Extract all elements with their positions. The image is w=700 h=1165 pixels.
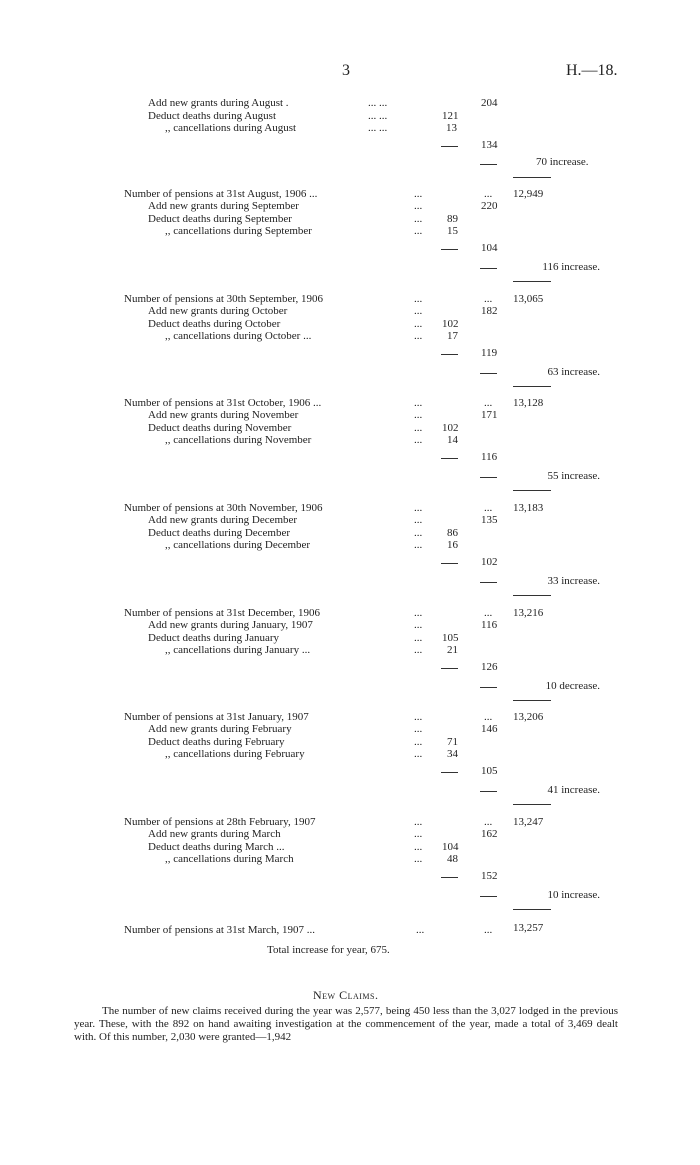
month-cancel-value: 17 xyxy=(447,330,458,342)
intro-dots-3: ... ... xyxy=(368,122,388,134)
final-dots: ... xyxy=(416,924,425,936)
intro-col3-1: 204 xyxy=(481,97,498,109)
month-opening-total: 13,247 xyxy=(513,816,544,828)
intro-dots-1: ... ... xyxy=(368,97,388,109)
intro-col2-2: 121 xyxy=(442,110,459,122)
month-deaths-value: 102 xyxy=(442,422,459,434)
month-cancel-dots: ... xyxy=(414,644,423,656)
month-subtotal: 116 xyxy=(481,451,498,463)
month-heading: Number of pensions at 31st October, 1906 ... xyxy=(124,397,322,409)
intro-dots-2: ... ... xyxy=(368,110,388,122)
document-code: H.—18. xyxy=(566,62,618,79)
page-number: 3 xyxy=(342,62,350,79)
month-col3-rule xyxy=(480,582,497,583)
month-subtotal: 126 xyxy=(481,661,498,673)
month-deaths-dots: ... xyxy=(414,841,423,853)
intro-result: 70 increase. xyxy=(536,156,589,168)
month-cancel-label: ,, cancellations during January ... xyxy=(165,644,311,656)
month-cancel-label: ,, cancellations during October ... xyxy=(165,330,312,342)
month-col2-rule xyxy=(441,877,458,878)
month-col3-rule xyxy=(480,687,497,688)
month-deaths-dots: ... xyxy=(414,736,423,748)
month-add-label: Add new grants during February xyxy=(148,723,292,735)
month-deaths-label: Deduct deaths during October xyxy=(148,318,281,330)
month-add-dots: ... xyxy=(414,200,423,212)
intro-line-1 xyxy=(148,97,289,109)
month-add-dots: ... xyxy=(414,305,423,317)
month-cancel-label: ,, cancellations during September xyxy=(165,225,312,237)
month-result: 10 decrease. xyxy=(545,680,600,692)
month-cancel-dots: ... xyxy=(414,434,423,446)
month-deaths-value: 86 xyxy=(447,527,458,539)
month-add-dots: ... xyxy=(414,514,423,526)
month-cancel-value: 21 xyxy=(447,644,458,656)
month-opening-total: 13,065 xyxy=(513,293,544,305)
intro-col2-rule xyxy=(441,146,458,147)
month-result: 55 increase. xyxy=(547,470,600,482)
month-col3-rule xyxy=(480,791,497,792)
month-total-dots: ... xyxy=(484,188,493,200)
intro-col2-3: 13 xyxy=(446,122,457,134)
month-heading-dots: ... xyxy=(414,607,423,619)
month-heading: Number of pensions at 31st December, 1906 xyxy=(124,607,320,619)
month-deaths-dots: ... xyxy=(414,422,423,434)
month-total-rule xyxy=(513,595,551,596)
month-result: 10 increase. xyxy=(547,889,600,901)
month-add-value: 162 xyxy=(481,828,498,840)
month-subtotal: 104 xyxy=(481,242,498,254)
month-col2-rule xyxy=(441,668,458,669)
month-add-value: 171 xyxy=(481,409,498,421)
month-add-label: Add new grants during October xyxy=(148,305,288,317)
month-cancel-value: 48 xyxy=(447,853,458,865)
month-col2-rule xyxy=(441,354,458,355)
month-deaths-label: Deduct deaths during January xyxy=(148,632,280,644)
month-add-label: Add new grants during November xyxy=(148,409,299,421)
intro-subtotal: 134 xyxy=(481,139,498,151)
month-deaths-label: Deduct deaths during March ... xyxy=(148,841,285,853)
month-cancel-value: 16 xyxy=(447,539,458,551)
intro-total-rule xyxy=(513,177,551,178)
month-total-dots: ... xyxy=(484,711,493,723)
month-result: 41 increase. xyxy=(547,784,600,796)
month-heading-dots: ... xyxy=(414,397,423,409)
final-total: 13,257 xyxy=(513,922,544,934)
month-deaths-value: 71 xyxy=(447,736,458,748)
month-subtotal: 102 xyxy=(481,556,498,568)
month-add-value: 182 xyxy=(481,305,498,317)
month-col2-rule xyxy=(441,772,458,773)
month-cancel-value: 14 xyxy=(447,434,458,446)
month-cancel-dots: ... xyxy=(414,539,423,551)
month-total-rule xyxy=(513,804,551,805)
month-result: 33 increase. xyxy=(547,575,600,587)
month-cancel-value: 15 xyxy=(447,225,458,237)
month-result: 116 increase. xyxy=(542,261,600,273)
body-paragraph: The number of new claims received during the year was 2,577, being 450 less than the 3,027 lodged in the previous year. These, with the 892 on hand awaiting investigation at the commencement of the year, made a total of 3,469 dealt with. Of this number, 2,030 were granted—1,942 xyxy=(74,1005,618,1043)
month-col2-rule xyxy=(441,249,458,250)
month-heading: Number of pensions at 28th February, 1907 xyxy=(124,816,316,828)
month-deaths-dots: ... xyxy=(414,632,423,644)
month-add-label: Add new grants during December xyxy=(148,514,298,526)
month-cancel-label: ,, cancellations during November xyxy=(165,434,312,446)
month-col2-rule xyxy=(441,458,458,459)
month-deaths-value: 102 xyxy=(442,318,459,330)
month-add-dots: ... xyxy=(414,619,423,631)
month-cancel-dots: ... xyxy=(414,225,423,237)
month-add-dots: ... xyxy=(414,723,423,735)
month-heading-dots: ... xyxy=(414,502,423,514)
total-increase: Total increase for year, 675. xyxy=(267,944,390,956)
intro-line-3: ,, cancellations during August xyxy=(165,122,297,134)
month-opening-total: 12,949 xyxy=(513,188,544,200)
month-deaths-dots: ... xyxy=(414,527,423,539)
month-heading-dots: ... xyxy=(414,711,423,723)
month-add-value: 135 xyxy=(481,514,498,526)
month-deaths-label: Deduct deaths during September xyxy=(148,213,292,225)
month-deaths-dots: ... xyxy=(414,318,423,330)
month-total-rule xyxy=(513,700,551,701)
month-total-rule xyxy=(513,281,551,282)
month-cancel-dots: ... xyxy=(414,748,423,760)
month-col2-rule xyxy=(441,563,458,564)
month-total-dots: ... xyxy=(484,502,493,514)
month-opening-total: 13,128 xyxy=(513,397,544,409)
intro-label-1: Add new grants during August . xyxy=(148,97,289,109)
month-add-label: Add new grants during January, 1907 xyxy=(148,619,313,631)
month-col3-rule xyxy=(480,373,497,374)
month-add-value: 220 xyxy=(481,200,498,212)
month-result: 63 increase. xyxy=(547,366,600,378)
month-col3-rule xyxy=(480,896,497,897)
month-cancel-value: 34 xyxy=(447,748,458,760)
month-heading: Number of pensions at 30th November, 1906 xyxy=(124,502,323,514)
final-heading: Number of pensions at 31st March, 1907 ... xyxy=(124,924,315,936)
month-deaths-value: 105 xyxy=(442,632,459,644)
section-title: New Claims. xyxy=(313,988,379,1002)
month-total-rule xyxy=(513,386,551,387)
month-deaths-value: 89 xyxy=(447,213,458,225)
month-add-value: 116 xyxy=(481,619,498,631)
month-heading: Number of pensions at 31st August, 1906 ... xyxy=(124,188,318,200)
month-opening-total: 13,183 xyxy=(513,502,544,514)
month-total-dots: ... xyxy=(484,397,493,409)
month-cancel-dots: ... xyxy=(414,853,423,865)
month-add-label: Add new grants during March xyxy=(148,828,281,840)
month-heading-dots: ... xyxy=(414,293,423,305)
month-cancel-label: ,, cancellations during March xyxy=(165,853,294,865)
month-opening-total: 13,206 xyxy=(513,711,544,723)
month-total-dots: ... xyxy=(484,293,493,305)
month-deaths-label: Deduct deaths during December xyxy=(148,527,291,539)
month-heading-dots: ... xyxy=(414,188,423,200)
month-heading: Number of pensions at 30th September, 1906 xyxy=(124,293,324,305)
month-opening-total: 13,216 xyxy=(513,607,544,619)
month-total-rule xyxy=(513,490,551,491)
month-total-dots: ... xyxy=(484,816,493,828)
month-subtotal: 105 xyxy=(481,765,498,777)
month-deaths-dots: ... xyxy=(414,213,423,225)
month-col3-rule xyxy=(480,477,497,478)
month-deaths-label: Deduct deaths during February xyxy=(148,736,285,748)
month-add-value: 146 xyxy=(481,723,498,735)
month-cancel-label: ,, cancellations during February xyxy=(165,748,305,760)
month-col3-rule xyxy=(480,268,497,269)
month-subtotal: 152 xyxy=(481,870,498,882)
month-heading: Number of pensions at 31st January, 1907 xyxy=(124,711,309,723)
month-add-label: Add new grants during September xyxy=(148,200,299,212)
final-dots-total: ... xyxy=(484,924,493,936)
month-add-dots: ... xyxy=(414,409,423,421)
intro-col3-rule xyxy=(480,164,497,165)
month-subtotal: 119 xyxy=(481,347,498,359)
intro-line-2: Deduct deaths during August xyxy=(148,110,277,122)
month-cancel-dots: ... xyxy=(414,330,423,342)
month-total-dots: ... xyxy=(484,607,493,619)
month-deaths-value: 104 xyxy=(442,841,459,853)
month-heading-dots: ... xyxy=(414,816,423,828)
month-deaths-label: Deduct deaths during November xyxy=(148,422,292,434)
month-cancel-label: ,, cancellations during December xyxy=(165,539,311,551)
month-total-rule xyxy=(513,909,551,910)
month-add-dots: ... xyxy=(414,828,423,840)
